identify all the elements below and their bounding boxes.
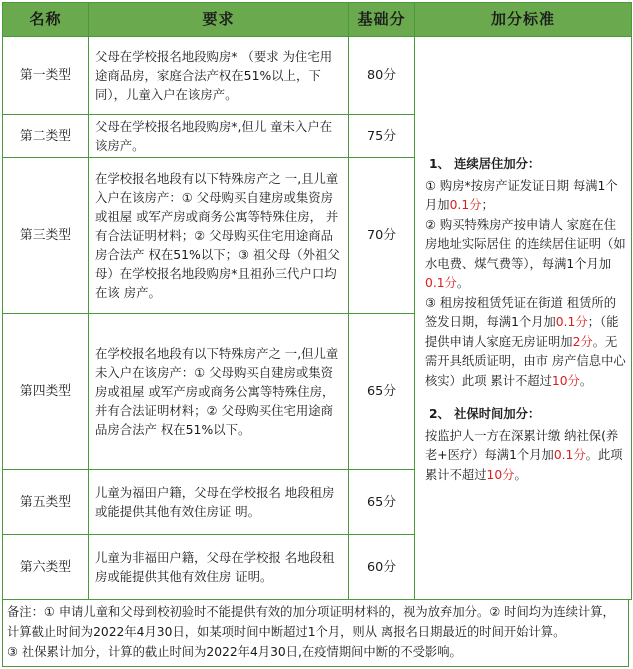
row-requirement: 在学校报名地段有以下特殊房产之 一,且儿童入户在该房产：① 父母购买自建房或集资房或祖屋 或军产房或商务公寓等特殊住房， 并有合法证明材料；② 父母购买住宅用途商品房合法产 权在51%以下；③ 祖父母（外祖父母）在学校报名地段购房*且祖孙三代户口均在该 房产。 (89, 158, 349, 314)
header-requirement: 要求 (89, 3, 349, 37)
row-type-name: 第一类型 (3, 37, 89, 115)
bonus-item-3: ③ 租房按租赁凭证在街道 租赁所的签发日期，每满1个月加0.1分；（能提供申请人家庭无房证明加2分。无需开具纸质证明，由市 房产信息中心核实）此项 累计不超过10分。 (425, 295, 626, 388)
bonus-social-security: 按监护人一方在深累计缴 纳社保(养老+医疗）每满1个月加0.1分。此项累计不超过10分。 (425, 428, 623, 482)
table-header-row (3, 3, 632, 37)
row-type-name: 第二类型 (3, 115, 89, 158)
row-base-score: 80分 (349, 37, 415, 115)
row-base-score: 60分 (349, 535, 415, 600)
remarks-line-2: ③ 社保累计加分，计算的截止时间为2022年4月30日,在疫情期间中断的不受影响。 (7, 645, 462, 659)
header-bonus-standard: 加分标准 (415, 3, 632, 37)
row-type-name: 第六类型 (3, 535, 89, 600)
bonus-standard-cell (415, 37, 632, 600)
row-base-score: 65分 (349, 314, 415, 470)
row-requirement: 儿童为非福田户籍，父母在学校报 名地段租房或能提供其他有效住房 证明。 (89, 535, 349, 600)
bonus-standard-text (425, 155, 627, 485)
row-requirement: 父母在学校报名地段购房* （要求 为住宅用途商品房，家庭合法产权在51%以上，下同），儿童入户在该房产。 (89, 37, 349, 115)
row-type-name: 第五类型 (3, 470, 89, 535)
row-type-name: 第三类型 (3, 158, 89, 314)
row-requirement: 在学校报名地段有以下特殊房产之 一,但儿童未入户在该房产：① 父母购买自建房或集资房或祖屋 或军产房或商务公寓等特殊住房， 并有合法证明材料；② 父母购买住宅用途商品房合法产 权在51%以下。 (89, 314, 349, 470)
remarks-line-1: 备注：① 申请儿童和父母到校初验时不能提供有效的加分项证明材料的，视为放弃加分。② 时间均为连续计算，计算截止时间为2022年4月30日，如某项时间中断超过1个月，则从 离报名日期最近的时间开始计算。 (7, 605, 615, 639)
remarks-note (2, 600, 629, 667)
points-table (2, 2, 632, 600)
table-row (3, 37, 632, 115)
row-type-name: 第四类型 (3, 314, 89, 470)
bonus-section-2-title: 2、 社保时间加分： (429, 407, 541, 421)
bonus-item-2: ② 购买特殊房产按申请人 家庭在住房地址实际居住 的连续居住证明（如水电费、煤气费等），每满1个月加0.1分。 (425, 217, 626, 290)
bonus-section-1-title: 1、 连续居住加分： (429, 157, 541, 171)
row-requirement: 父母在学校报名地段购房*,但儿 童未入户在该房产。 (89, 115, 349, 158)
row-requirement: 儿童为福田户籍，父母在学校报名 地段租房或能提供其他有效住房证 明。 (89, 470, 349, 535)
row-base-score: 75分 (349, 115, 415, 158)
header-name: 名称 (3, 3, 89, 37)
row-base-score: 70分 (349, 158, 415, 314)
header-base-score: 基础分 (349, 3, 415, 37)
row-base-score: 65分 (349, 470, 415, 535)
bonus-item-1: ① 购房*按房产证发证日期 每满1个月加0.1分； (425, 178, 618, 212)
